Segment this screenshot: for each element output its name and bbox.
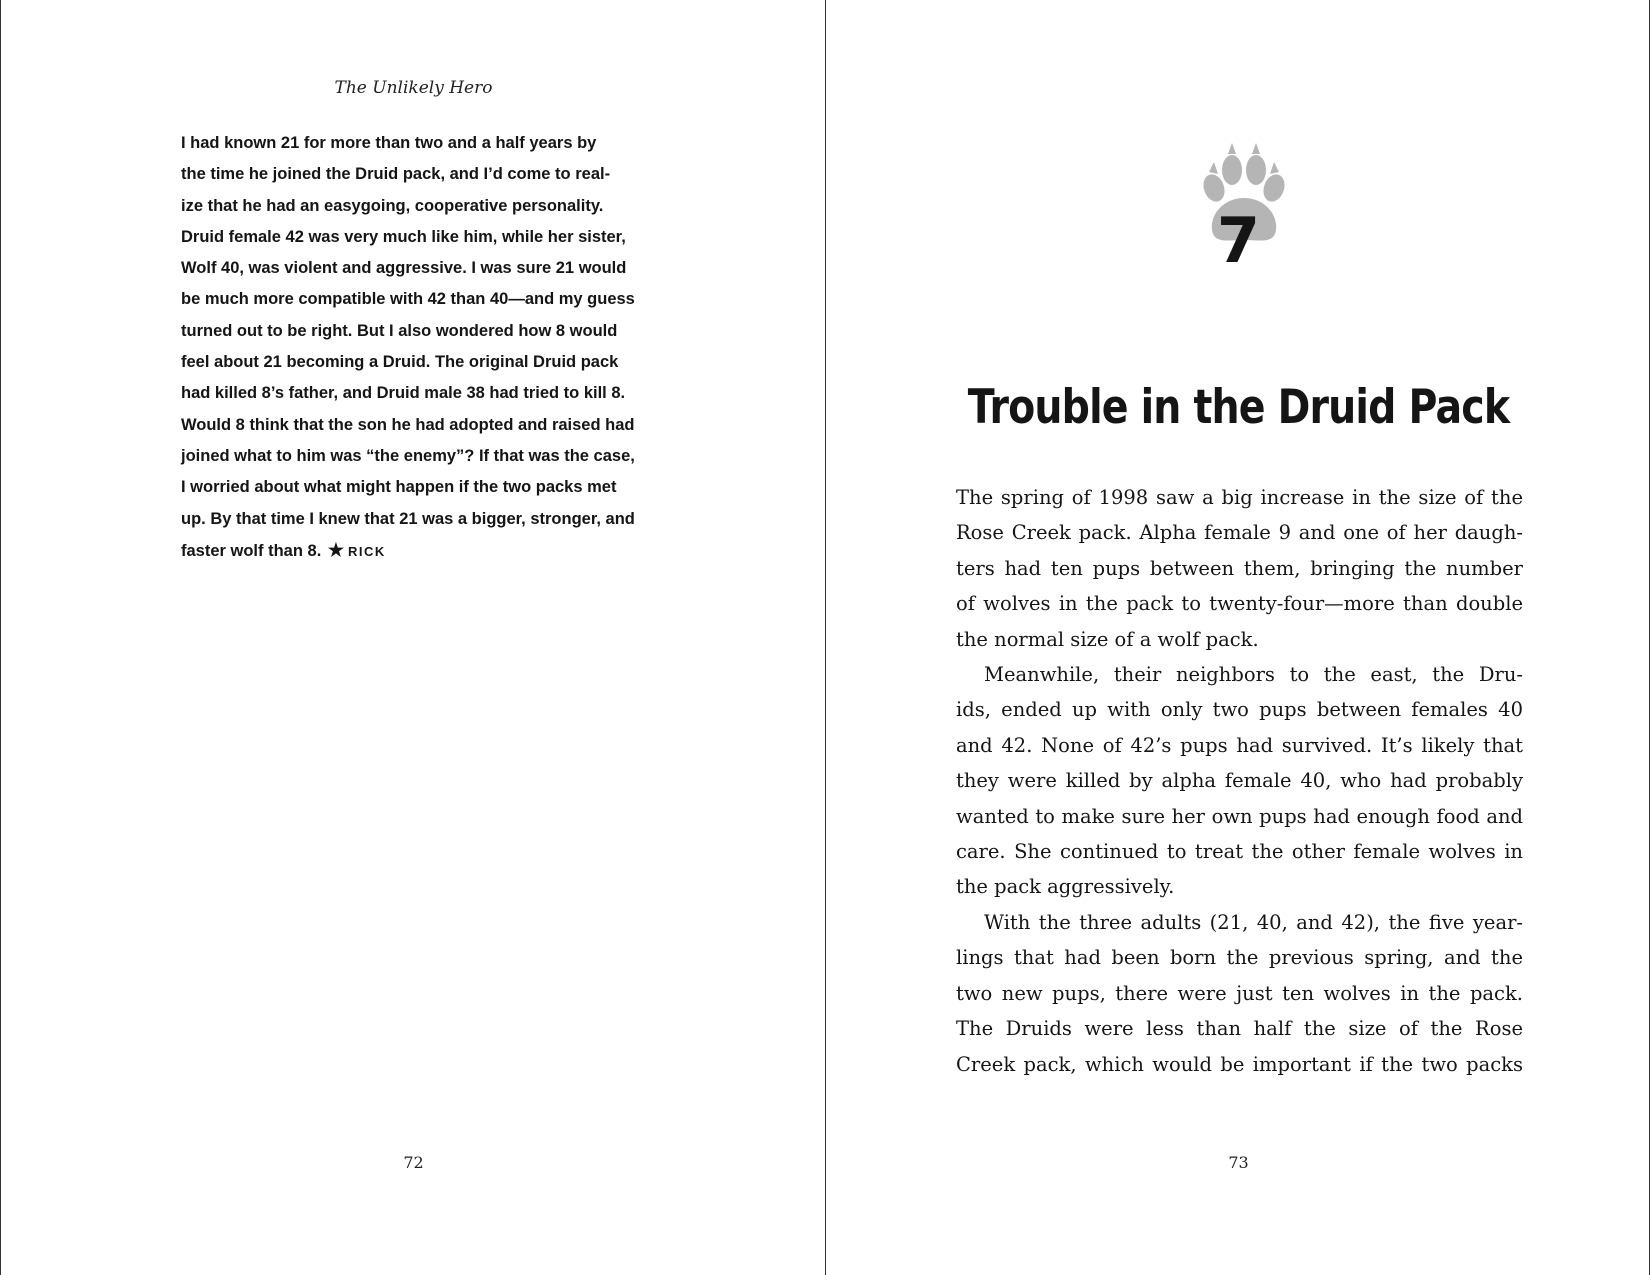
sidebar-line: feel about 21 becoming a Druid. The original Druid pack	[181, 353, 619, 372]
sidebar-line-last	[181, 535, 661, 567]
body-line: lings that had been born the previous spring, and the	[956, 946, 1523, 970]
star-icon: ★	[327, 539, 345, 560]
body-line: and 42. None of 42’s pups had survived. It’s likely that	[956, 733, 1523, 757]
sign-off: RICK	[348, 543, 386, 559]
body-line: The Druids were less than half the size of the Rose	[956, 1017, 1523, 1041]
sidebar-line: joined what to him was “the enemy”? If that was the case,	[181, 446, 635, 465]
body-line: ters had ten pups between them, bringing the number	[956, 556, 1523, 580]
page-number-right: 73	[1228, 1153, 1249, 1172]
sidebar-line: Druid female 42 was very much like him, while her sister,	[181, 227, 626, 246]
sidebar-line: be much more compatible with 42 than 40—and my guess	[181, 290, 635, 309]
sidebar-line: turned out to be right. But I also wondered how 8 would	[181, 321, 618, 340]
body-line: the normal size of a wolf pack.	[956, 627, 1259, 651]
sidebar-line: ize that he had an easygoing, cooperative personality.	[181, 196, 604, 215]
sidebar-line-text: faster wolf than 8.	[181, 541, 322, 560]
body-line: two new pups, there were just ten wolves in the pack.	[956, 981, 1523, 1005]
sidebar-line: had killed 8’s father, and Druid male 38 had tried to kill 8.	[181, 384, 626, 403]
chapter-title: Trouble in the Druid Pack	[967, 380, 1510, 435]
sidebar-line: Would 8 think that the son he had adopted and raised had	[181, 415, 635, 434]
sidebar-text	[181, 128, 661, 567]
body-line: they were killed by alpha female 40, who had probably	[956, 769, 1523, 793]
sidebar-line: the time he joined the Druid pack, and I’d come to real-	[181, 165, 611, 184]
body-line: ids, ended up with only two pups between females 40	[956, 698, 1523, 722]
page-number-left: 72	[403, 1153, 424, 1172]
body-line: care. She continued to treat the other female wolves in	[956, 840, 1523, 864]
sidebar-line: I had known 21 for more than two and a half years by	[181, 134, 597, 152]
body-line: Meanwhile, their neighbors to the east, the Dru-	[984, 663, 1523, 687]
right-page	[825, 0, 1650, 1275]
body-line: the pack aggressively.	[956, 875, 1175, 899]
sidebar-line: up. By that time I knew that 21 was a bigger, stronger, and	[181, 509, 635, 528]
body-line: Creek pack, which would be important if the two packs	[956, 1052, 1523, 1076]
body-line: wanted to make sure her own pups had enough food and	[956, 804, 1523, 828]
body-line: With the three adults (21, 40, and 42), the five year-	[984, 910, 1523, 934]
chapter-body	[956, 480, 1523, 1082]
running-head: The Unlikely Hero	[334, 78, 493, 98]
sidebar-line: I worried about what might happen if the two packs met	[181, 478, 617, 497]
sidebar-line: Wolf 40, was violent and aggressive. I was sure 21 would	[181, 259, 627, 278]
body-line: of wolves in the pack to twenty-four—more than double	[956, 592, 1523, 616]
chapter-number: 7	[1216, 204, 1261, 277]
body-line: The spring of 1998 saw a big increase in the size of the	[956, 486, 1523, 509]
body-line: Rose Creek pack. Alpha female 9 and one of her daugh-	[956, 521, 1523, 545]
